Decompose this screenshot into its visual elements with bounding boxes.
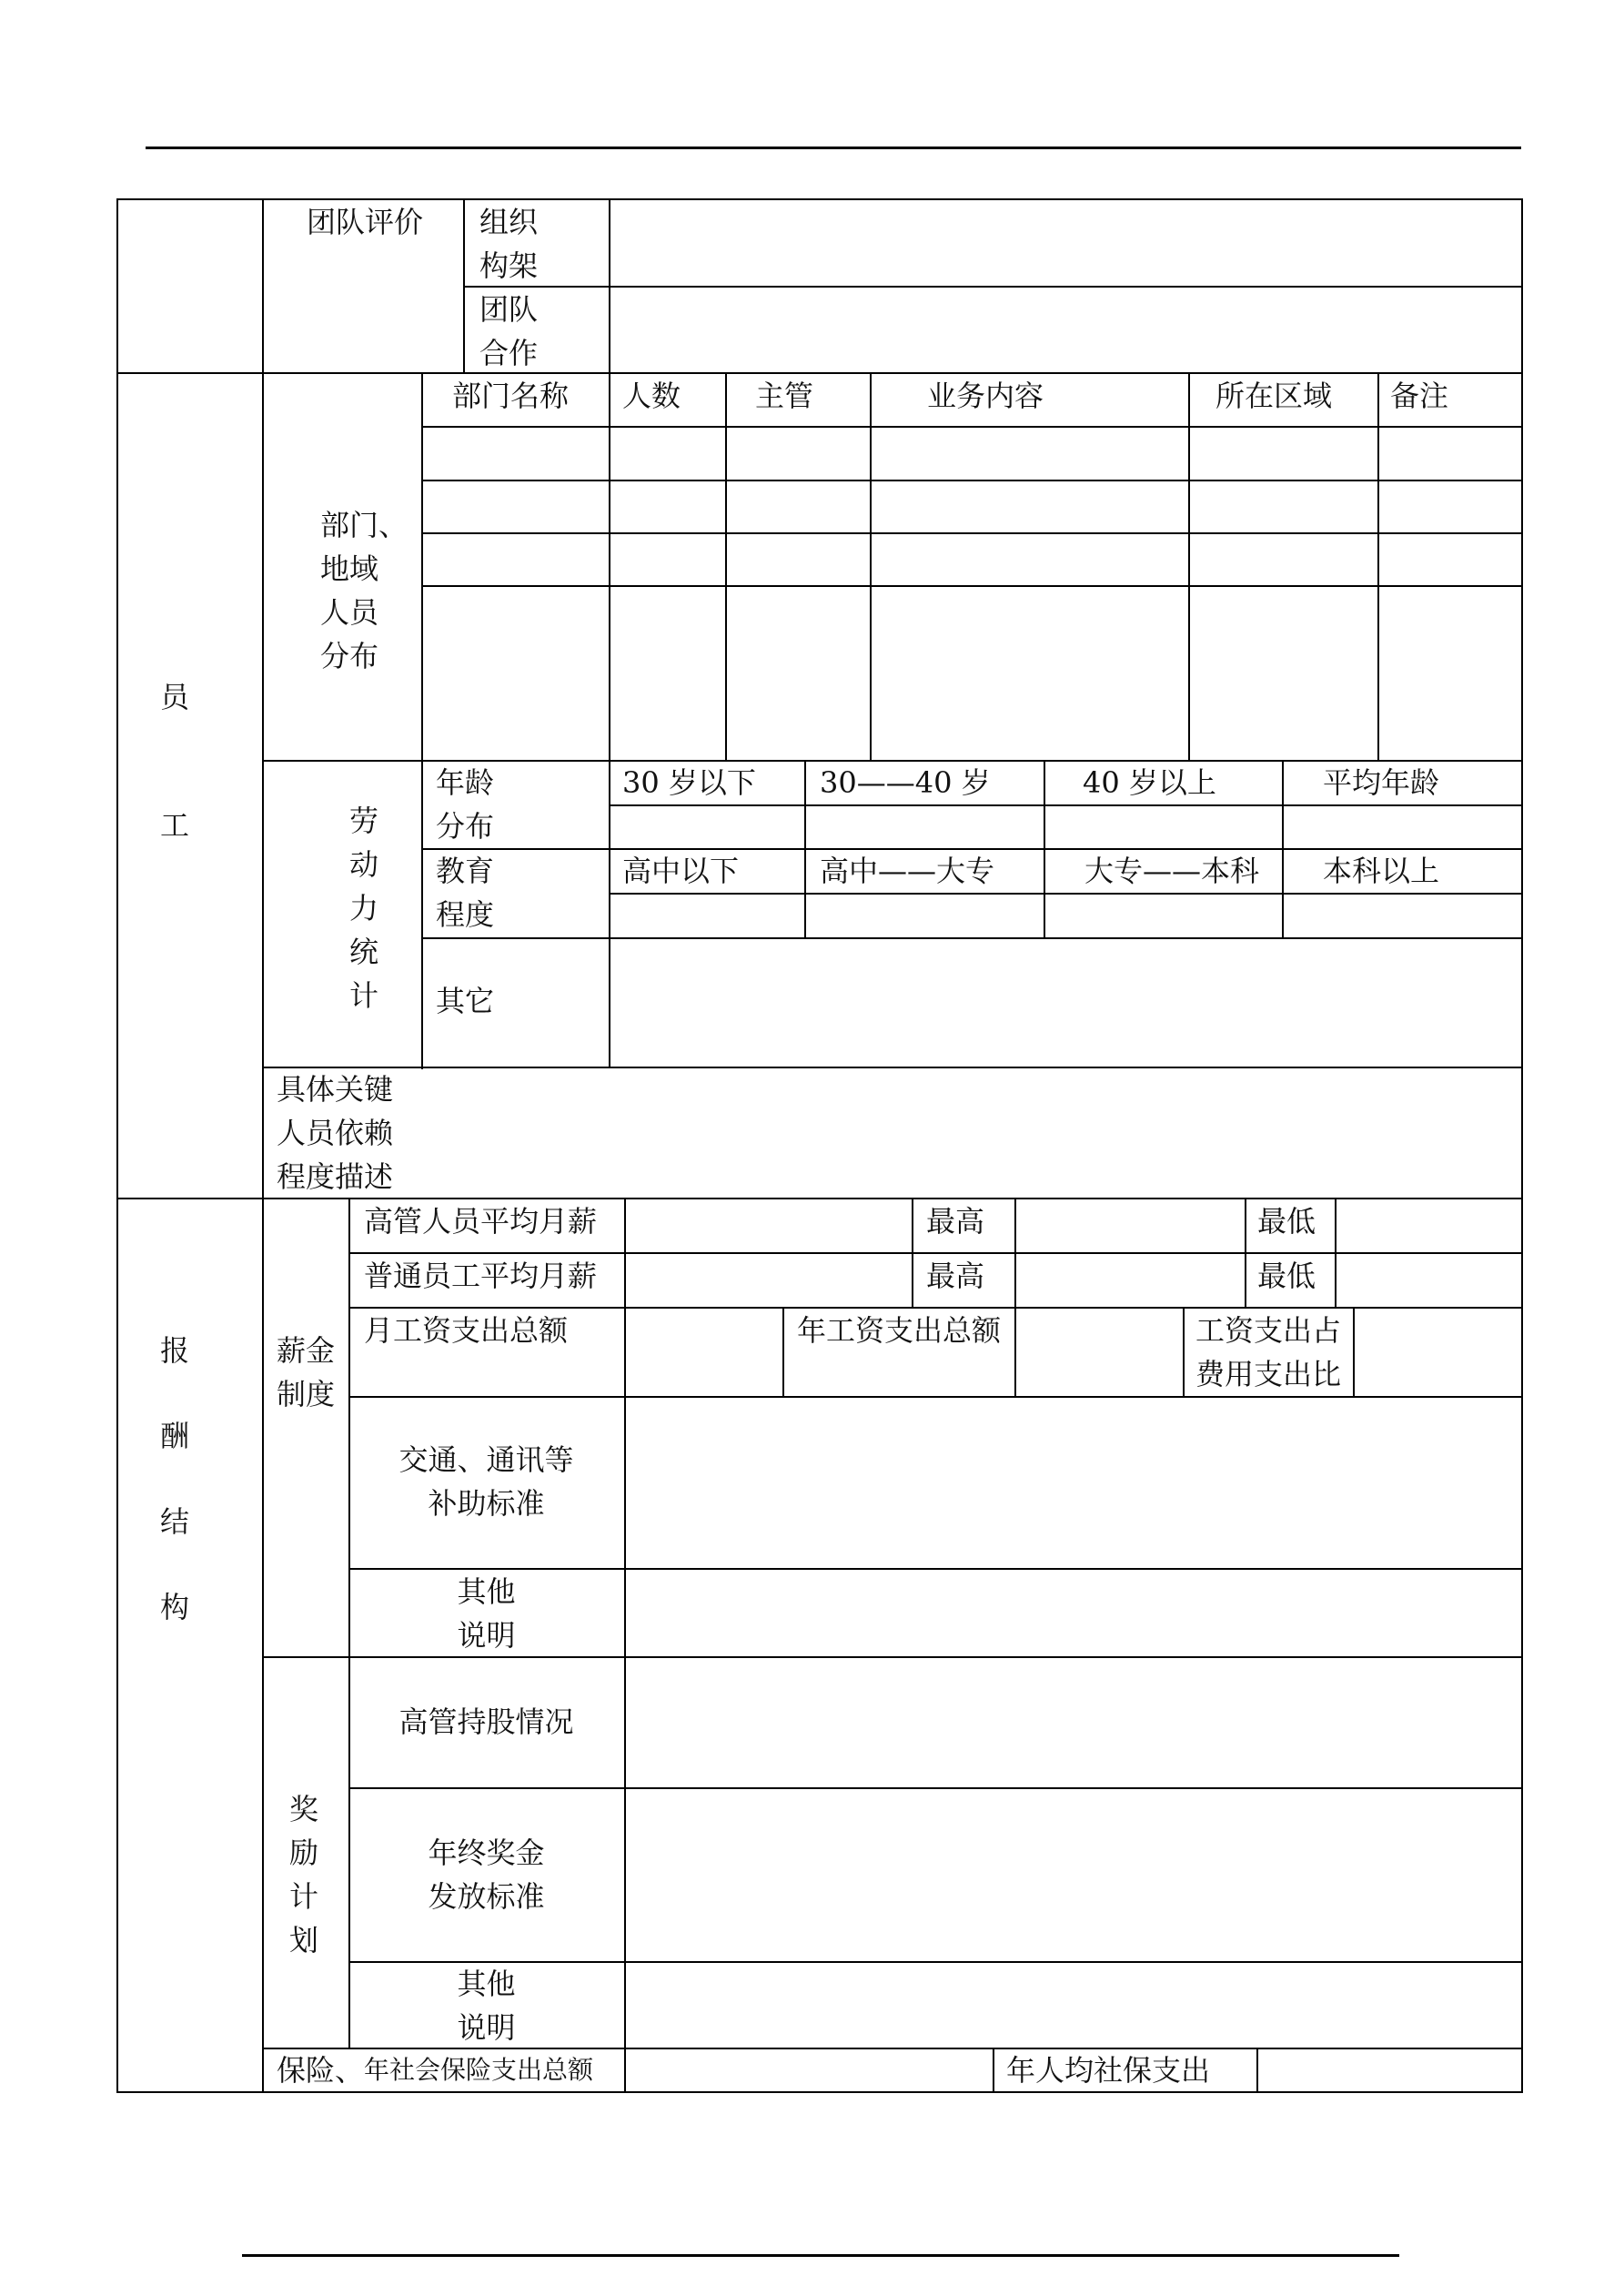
staff-section-char: 员	[160, 680, 190, 714]
dept-header: 人数	[622, 379, 681, 413]
comp-section-char: 报	[160, 1333, 190, 1368]
labor-stats-label: 劳 动 力 统 计	[349, 804, 379, 1013]
education-header: 大专——本科	[1084, 854, 1260, 888]
exec-avg-salary-label: 高管人员平均月薪	[364, 1204, 598, 1239]
key-person-label: 具体关键 人员依赖 程度描述	[277, 1072, 394, 1194]
footer-rule	[242, 2254, 1399, 2257]
annual-social-insurance-label: 年社会保险支出总额	[364, 2055, 594, 2085]
annual-wage-total-label: 年工资支出总额	[797, 1313, 1002, 1348]
education-header: 高中——大专	[820, 854, 995, 888]
min-label: 最低	[1257, 1259, 1316, 1293]
comp-section-char: 结	[160, 1504, 190, 1539]
per-capita-social-label: 年人均社保支出	[1006, 2053, 1211, 2088]
org-structure-label: 组织 构架	[479, 205, 539, 283]
dept-header: 所在区域	[1215, 379, 1333, 413]
age-header: 30 岁以下	[622, 765, 756, 800]
wage-ratio-label: 工资支出占 费用支出比	[1195, 1313, 1342, 1391]
education-label: 教育 程度	[436, 854, 495, 932]
dept-header: 主管	[755, 379, 814, 413]
other-label: 其它	[436, 984, 495, 1018]
reward-plan-label: 奖 励 计 划	[289, 1792, 319, 1957]
age-header: 平均年龄	[1323, 765, 1440, 800]
education-header: 本科以上	[1323, 854, 1440, 888]
dept-header: 业务内容	[927, 379, 1044, 413]
age-distribution-label: 年龄 分布	[436, 765, 495, 844]
dept-header: 备注	[1390, 379, 1449, 413]
min-label: 最低	[1257, 1204, 1316, 1239]
team-eval-label: 团队评价	[307, 205, 424, 239]
dept-header: 部门名称	[452, 379, 570, 413]
team-work-label: 团队 合作	[479, 292, 539, 370]
max-label: 最高	[926, 1259, 985, 1293]
allowance-label: 交通、通讯等 补助标准	[398, 1442, 574, 1521]
exec-shares-label: 高管持股情况	[398, 1704, 574, 1739]
staff-avg-salary-label: 普通员工平均月薪	[364, 1259, 598, 1293]
age-header: 40 岁以上	[1083, 765, 1216, 800]
year-end-bonus-label: 年终奖金 发放标准	[428, 1836, 545, 1914]
salary-other-label: 其他 说明	[457, 1574, 516, 1653]
max-label: 最高	[926, 1204, 985, 1239]
age-header: 30——40 岁	[820, 765, 991, 800]
comp-section-char: 构	[160, 1590, 190, 1624]
monthly-wage-total-label: 月工资支出总额	[364, 1313, 569, 1348]
salary-system-label: 薪金 制度	[277, 1333, 336, 1411]
reward-other-label: 其他 说明	[457, 1967, 516, 2045]
education-header: 高中以下	[622, 854, 740, 888]
insurance-label: 保险、	[277, 2053, 365, 2088]
comp-section-char: 酬	[160, 1419, 190, 1453]
header-rule	[146, 147, 1521, 149]
staff-section-char: 工	[160, 808, 190, 843]
dept-distribution-label: 部门、 地域 人员 分布	[320, 508, 409, 673]
